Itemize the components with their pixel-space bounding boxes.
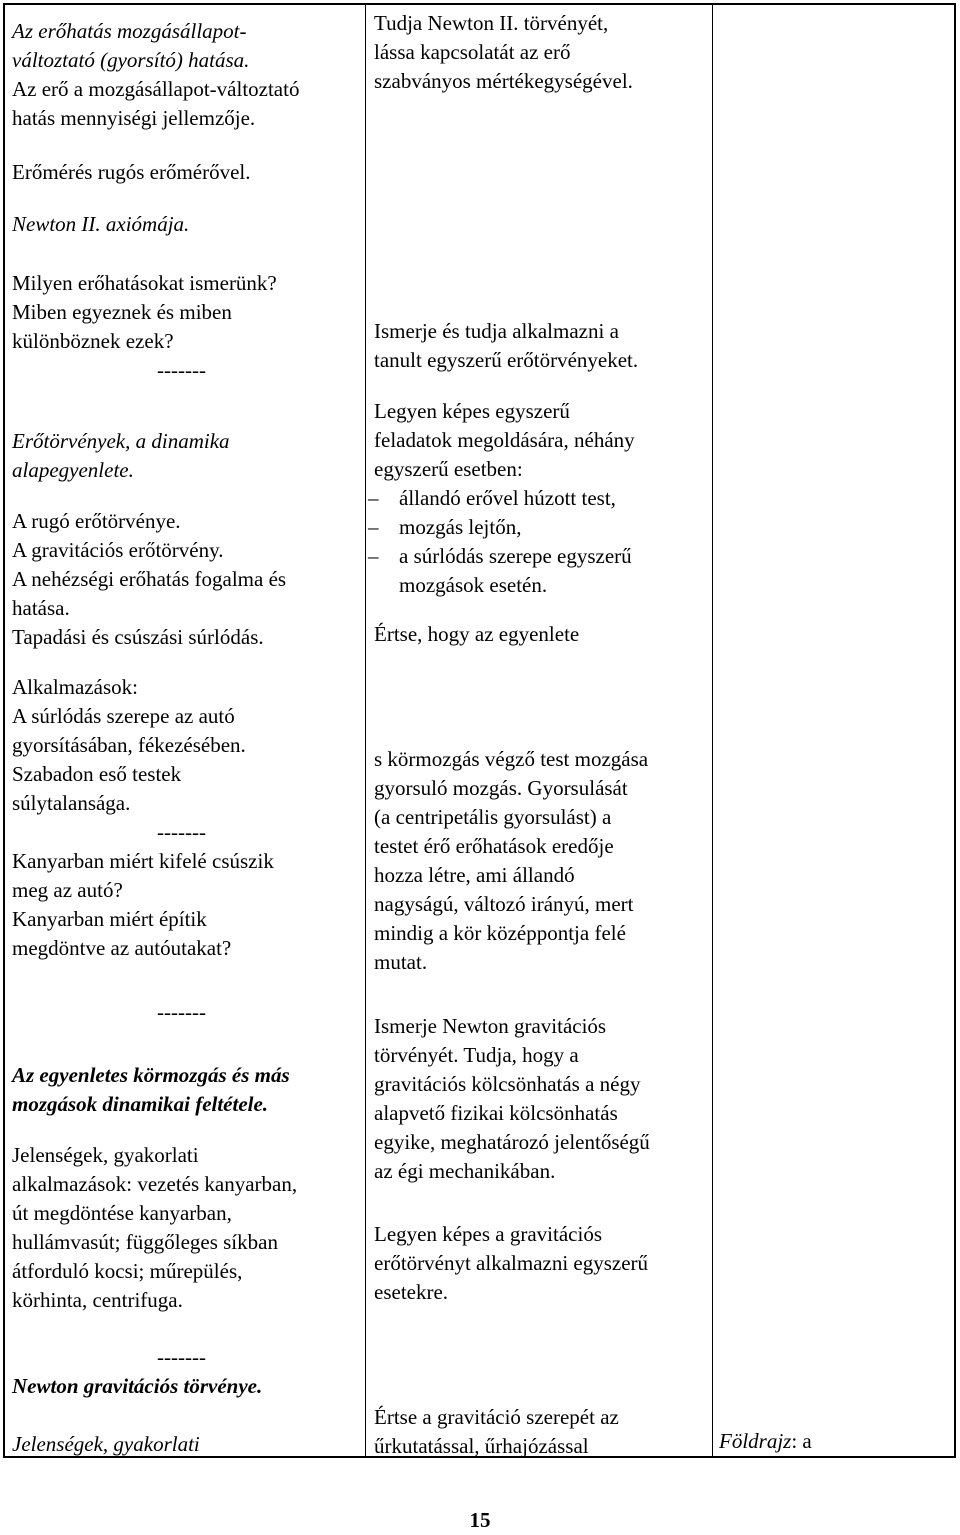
text-line: nagyságú, változó irányú, mert [374, 892, 634, 916]
connection-geography [719, 1427, 951, 1456]
case-list [374, 484, 708, 600]
requirement-force-laws [374, 317, 708, 375]
text-line: Értse, hogy az egyenlete [374, 622, 580, 646]
column-requirements [374, 5, 708, 1456]
text-line: körhinta, centrifuga. [12, 1288, 183, 1312]
list-item: – állandó erővel húzott test, [374, 484, 708, 513]
text-line: Erőmérés rugós erőmérővel. [12, 160, 251, 184]
text-line: átforduló kocsi; műrepülés, [12, 1259, 243, 1283]
text-line: lássa kapcsolatát az erő [374, 40, 571, 64]
text-line: Jelenségek, gyakorlati [12, 1143, 199, 1167]
text-line: Szabadon eső testek [12, 762, 182, 786]
text-line: súlytalansága. [12, 791, 131, 815]
text-line: alkalmazások: vezetés kanyarban, [12, 1172, 298, 1196]
text-line: Tudja Newton II. törvényét, [374, 11, 609, 35]
text-line: mindig a kör középpontja felé [374, 921, 626, 945]
text-line: Az egyenletes körmozgás és más [12, 1063, 290, 1087]
text-line: A nehézségi erőhatás fogalma és [12, 567, 287, 591]
text-line: Jelenségek, gyakorlati [12, 1432, 200, 1456]
text-line: s körmozgás végző test mozgása [374, 747, 649, 771]
requirement-space-research [374, 1403, 708, 1461]
text-line: mutat. [374, 950, 428, 974]
column-topics [12, 5, 362, 1456]
text-line: feladatok megoldására, néhány [374, 428, 635, 452]
text-line: meg az autó? [12, 878, 123, 902]
text-line: hullámvasút; függőleges síkban [12, 1230, 278, 1254]
separator-block [12, 998, 362, 1027]
text-line: Newton gravitációs törvénye. [12, 1374, 263, 1398]
separator-dashes: ------- [157, 1345, 206, 1369]
text-line: Alkalmazások: [12, 675, 138, 699]
text-line: alapegyenlete. [12, 458, 134, 482]
separator-dashes: ------- [157, 820, 206, 844]
text-line: A rugó erőtörvénye. [12, 509, 181, 533]
text-line: tanult egyszerű erőtörvényeket. [374, 348, 639, 372]
topic-list-force-laws [12, 507, 362, 652]
requirement-problem-solving [374, 397, 708, 600]
applications-block [12, 673, 362, 963]
text-line: gyorsuló mozgás. Gyorsulását [374, 776, 628, 800]
text-line: gyorsításában, fékezésében. [12, 733, 246, 757]
topic-block-force-effect [12, 17, 362, 133]
text-line: hozza létre, ami állandó [374, 863, 575, 887]
text-line: hatás mennyiségi jellemzője. [12, 106, 256, 130]
text-line: testet érő erőhatások eredője [374, 834, 614, 858]
text-line: Értse a gravitáció szerepét az [374, 1405, 619, 1429]
topic-newton-second-axiom [12, 210, 362, 239]
topic-force-laws [12, 427, 362, 485]
requirement-circular-motion [374, 745, 708, 977]
separator-dashes: ------- [157, 1000, 206, 1024]
text-line: űrkutatással, űrhajózással [374, 1434, 589, 1458]
text-line: törvényét. Tudja, hogy a [374, 1043, 579, 1067]
text-line: Miben egyeznek és miben [12, 300, 232, 324]
text-line: különböznek ezek? [12, 329, 174, 353]
column-connections [719, 5, 951, 1456]
requirement-gravitation-apply [374, 1220, 708, 1307]
text-line: szabványos mértékegységével. [374, 69, 633, 93]
text-line: erőtörvényt alkalmazni egyszerű [374, 1251, 649, 1275]
list-item-continuation: mozgások esetén. [399, 573, 548, 597]
text-line: egyszerű esetben: [374, 457, 523, 481]
text-line: gravitációs kölcsönhatás a négy [374, 1072, 641, 1096]
text-line: A gravitációs erőtörvény. [12, 538, 224, 562]
text-line: változtató (gyorsító) hatása. [12, 48, 250, 72]
column-divider-1 [365, 5, 366, 1456]
requirement-newton-second [374, 9, 708, 96]
subject-name: Földrajz [719, 1429, 792, 1453]
text-line: Kanyarban miért építik [12, 907, 207, 931]
text-line: Legyen képes a gravitációs [374, 1222, 602, 1246]
text-line: Newton II. axiómája. [12, 212, 190, 236]
text-line: mozgások dinamikai feltétele. [12, 1092, 269, 1116]
text-line: Kanyarban miért kifelé csúszik [12, 849, 274, 873]
phenomena-heading [12, 1430, 362, 1459]
list-item: – a súrlódás szerepe egyszerű [374, 542, 708, 571]
requirement-gravitation-law [374, 1012, 708, 1186]
text-line: (a centripetális gyorsulást) a [374, 805, 612, 829]
phenomena-block [12, 1141, 362, 1315]
text-line: esetekre. [374, 1280, 449, 1304]
text-line: Az erő a mozgásállapot-változtató [12, 77, 300, 101]
text-line: Erőtörvények, a dinamika [12, 429, 230, 453]
column-divider-2 [712, 5, 713, 1456]
text-line: Legyen képes egyszerű [374, 399, 570, 423]
topic-gravitation [12, 1343, 362, 1401]
text-line: Ismerje Newton gravitációs [374, 1014, 607, 1038]
separator-dashes: ------- [157, 358, 206, 382]
text-line [719, 1427, 951, 1456]
text-line: Milyen erőhatásokat ismerünk? [12, 271, 277, 295]
text-line: Ismerje és tudja alkalmazni a [374, 319, 619, 343]
text-line: alapvető fizikai kölcsönhatás [374, 1101, 618, 1125]
topic-force-measurement [12, 158, 362, 187]
list-item: – mozgás lejtőn, [374, 513, 708, 542]
text-line: Tapadási és csúszási súrlódás. [12, 625, 264, 649]
text-line: egyike, meghatározó jelentőségű [374, 1130, 650, 1154]
subject-suffix: : a [791, 1429, 812, 1453]
text-line: hatása. [12, 596, 70, 620]
text-line: út megdöntése kanyarban, [12, 1201, 232, 1225]
text-line: az égi mechanikában. [374, 1159, 556, 1183]
text-line: A súrlódás szerepe az autó [12, 704, 235, 728]
text-line: megdöntve az autóutakat? [12, 936, 232, 960]
topic-circular-motion [12, 1061, 362, 1119]
text-line: Az erőhatás mozgásállapot- [12, 19, 247, 43]
requirement-equation [374, 620, 708, 649]
question-block-forces [12, 269, 362, 385]
page-number: 15 [469, 1508, 491, 1532]
curriculum-table [3, 3, 956, 1458]
